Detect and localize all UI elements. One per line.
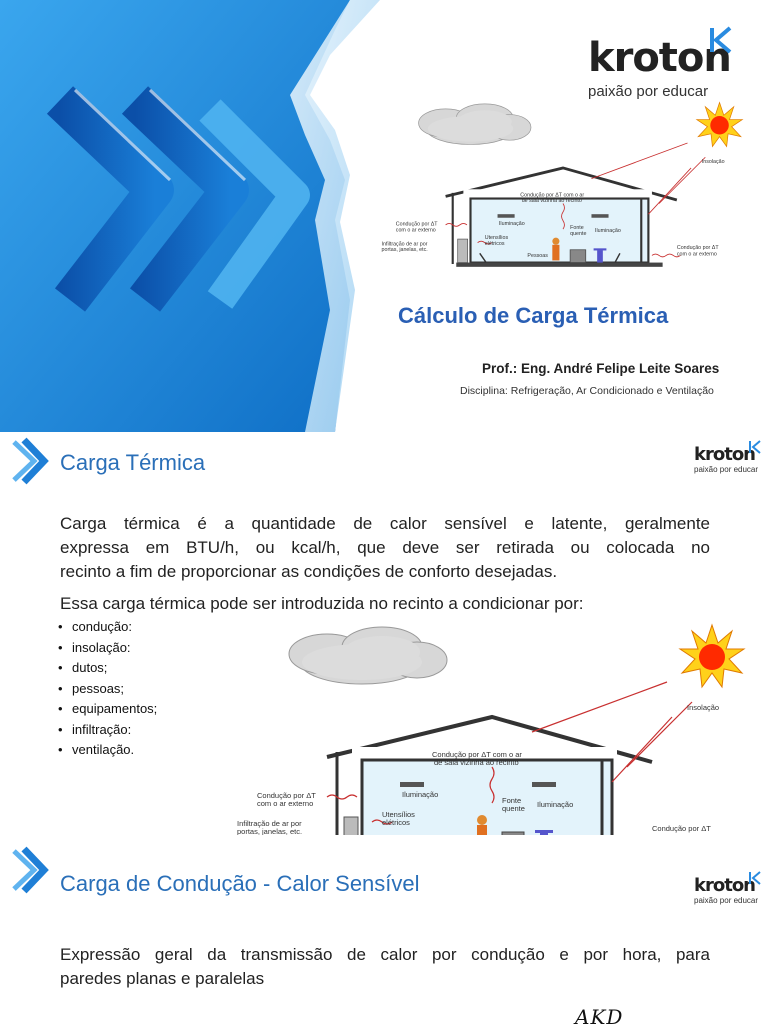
- kroton-logo: kroton: [588, 35, 731, 81]
- list-item: • condução:: [58, 617, 157, 638]
- title-slide: [0, 0, 768, 432]
- kroton-logo-mark-icon: [708, 26, 736, 56]
- kroton-logo: kroton: [694, 875, 755, 896]
- kroton-logo: kroton: [694, 444, 755, 465]
- kroton-tagline: paixão por educar: [694, 465, 759, 474]
- slide-title: Carga de Condução - Calor Sensível: [60, 871, 420, 896]
- conducao-slide: [0, 837, 768, 1024]
- kroton-logo-mark-icon: [748, 871, 762, 885]
- slide-title: Carga Térmica: [60, 450, 206, 475]
- load-sources-list: [58, 617, 157, 761]
- professor-name: Prof.: Eng. André Felipe Leite Soares: [482, 361, 720, 376]
- conduction-text-line-1: Expressão geral da transmissão de calor por condução e por hora, para: [60, 945, 710, 964]
- discipline-name: Disciplina: Refrigeração, Ar Condicionado e Ventilação: [460, 385, 714, 397]
- formula: AKD: [575, 1005, 624, 1024]
- list-item: • ventilação.: [58, 740, 157, 761]
- chevron-mark-icon: [8, 436, 54, 486]
- list-item: • pessoas;: [58, 679, 157, 700]
- list-item: • dutos;: [58, 658, 157, 679]
- chevron-mark-icon: [8, 845, 54, 895]
- thermal-load-diagram-small: [378, 100, 748, 275]
- definition-line-2: expressa em BTU/h, ou kcal/h, que deve ser retirada ou colocada no: [60, 538, 710, 557]
- definition-line-1: Carga térmica é a quantidade de calor sensível e latente, geralmente: [60, 514, 710, 533]
- slide-title: Cálculo de Carga Térmica: [398, 303, 669, 328]
- carga-termica-slide: [0, 432, 768, 835]
- kroton-tagline: paixão por educar: [694, 896, 759, 905]
- conduction-text-line-2: paredes planas e paralelas: [60, 969, 265, 988]
- definition-line-3: recinto a fim de proporcionar as condições de conforto desejadas.: [60, 562, 558, 581]
- list-item: • insolação:: [58, 638, 157, 659]
- intro-text: Essa carga térmica pode ser introduzida no recinto a condicionar por:: [60, 594, 584, 613]
- list-item: • infiltração:: [58, 720, 157, 741]
- thermal-load-diagram: [232, 622, 752, 835]
- kroton-logo-mark-icon: [748, 440, 762, 454]
- kroton-tagline: paixão por educar: [588, 83, 709, 100]
- list-item: • equipamentos;: [58, 699, 157, 720]
